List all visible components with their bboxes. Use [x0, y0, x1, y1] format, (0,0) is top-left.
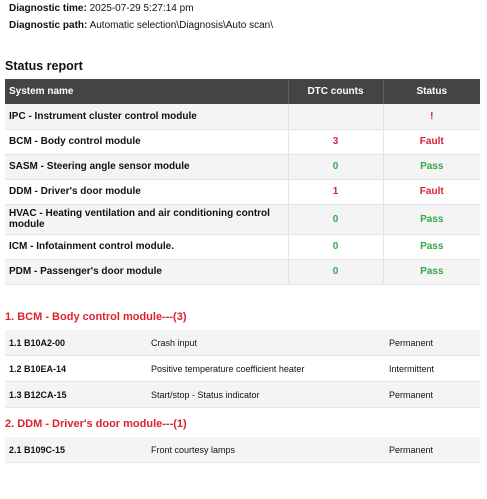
dtc-count: 0 [288, 154, 383, 179]
table-row [5, 259, 480, 284]
table-row [5, 154, 480, 179]
system-name: PDM - Passenger's door module [5, 259, 288, 284]
status-badge: Pass [383, 259, 480, 284]
table-row [5, 356, 480, 382]
header-status: Status [383, 79, 480, 104]
dtc-description: Front courtesy lamps [147, 437, 385, 463]
section-title-bcm: 1. BCM - Body control module---(3) [5, 311, 187, 323]
table-row [5, 437, 480, 463]
status-badge: Pass [383, 154, 480, 179]
table-row [5, 234, 480, 259]
dtc-count [288, 104, 383, 129]
status-badge: Fault [383, 129, 480, 154]
status-table-header [5, 79, 480, 104]
dtc-description: Crash input [147, 330, 385, 356]
dtc-count: 0 [288, 259, 383, 284]
system-name: HVAC - Heating ventilation and air conditioning control module [5, 204, 288, 234]
dtc-count: 0 [288, 204, 383, 234]
diagnostic-path-label: Diagnostic path: [9, 20, 88, 31]
dtc-state: Permanent [385, 382, 480, 408]
dtc-table-ddm [5, 437, 480, 463]
header-system-name: System name [5, 79, 288, 104]
header-dtc-counts: DTC counts [288, 79, 383, 104]
dtc-description: Start/stop - Status indicator [147, 382, 385, 408]
status-report-table [5, 79, 480, 285]
dtc-description: Positive temperature coefficient heater [147, 356, 385, 382]
table-row [5, 104, 480, 129]
diagnostic-time-value: 2025-07-29 5:27:14 pm [89, 3, 194, 14]
dtc-state: Intermittent [385, 356, 480, 382]
dtc-code: 2.1 B109C-15 [5, 437, 147, 463]
dtc-count: 1 [288, 179, 383, 204]
table-row [5, 179, 480, 204]
table-row [5, 204, 480, 234]
table-row [5, 382, 480, 408]
diagnostic-time-label: Diagnostic time: [9, 3, 87, 14]
status-report-title: Status report [5, 59, 83, 73]
dtc-state: Permanent [385, 330, 480, 356]
table-row [5, 330, 480, 356]
dtc-code: 1.1 B10A2-00 [5, 330, 147, 356]
diagnostic-time [9, 3, 194, 14]
dtc-code: 1.3 B12CA-15 [5, 382, 147, 408]
status-badge: ! [383, 104, 480, 129]
dtc-count: 0 [288, 234, 383, 259]
system-name: DDM - Driver's door module [5, 179, 288, 204]
system-name: IPC - Instrument cluster control module [5, 104, 288, 129]
table-row [5, 129, 480, 154]
system-name: SASM - Steering angle sensor module [5, 154, 288, 179]
status-badge: Fault [383, 179, 480, 204]
dtc-table-bcm [5, 330, 480, 408]
system-name: ICM - Infotainment control module. [5, 234, 288, 259]
system-name: BCM - Body control module [5, 129, 288, 154]
dtc-state: Permanent [385, 437, 480, 463]
status-badge: Pass [383, 204, 480, 234]
diagnostic-path [9, 20, 273, 31]
diagnostic-path-value: Automatic selection\Diagnosis\Auto scan\ [89, 20, 274, 31]
dtc-code: 1.2 B10EA-14 [5, 356, 147, 382]
status-badge: Pass [383, 234, 480, 259]
section-title-ddm: 2. DDM - Driver's door module---(1) [5, 418, 187, 430]
dtc-count: 3 [288, 129, 383, 154]
